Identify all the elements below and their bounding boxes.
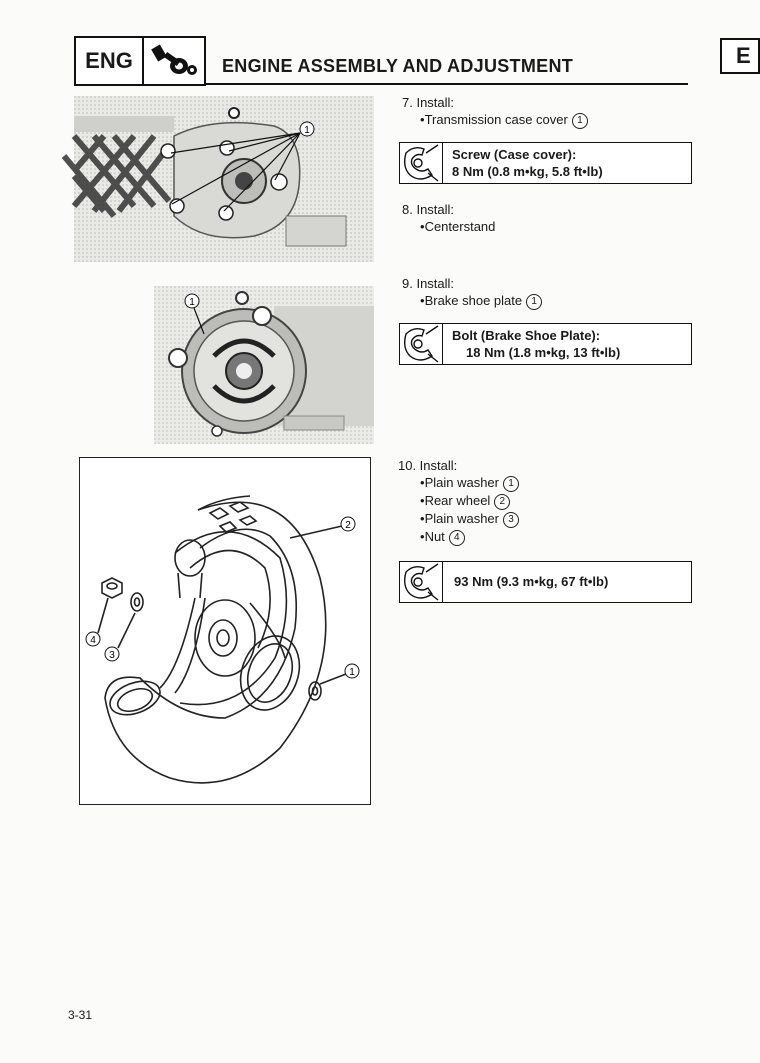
list-item-text: Transmission case cover [424, 112, 568, 127]
diagram-callout-washer-3: 3 [109, 650, 115, 661]
torque-wrench-icon [400, 562, 443, 602]
list-item-text: Nut [424, 529, 445, 544]
torque-spec-value: 18 Nm (1.8 m•kg, 13 ft•lb) [466, 345, 621, 360]
list-item: •Transmission case cover 1 [420, 111, 588, 129]
section-badge [74, 36, 206, 86]
rear-wheel-diagram [79, 457, 371, 805]
ref-number: 1 [572, 113, 588, 129]
diagram-callout-nut: 4 [90, 635, 96, 646]
torque-spec-box [399, 323, 692, 365]
ref-number: 1 [503, 476, 519, 492]
page-title: ENGINE ASSEMBLY AND ADJUSTMENT [222, 56, 574, 76]
torque-spec-title: Bolt (Brake Shoe Plate): [452, 328, 601, 343]
diagram-callout-washer-1: 1 [349, 667, 355, 678]
torque-spec-box [399, 561, 692, 603]
section-label: ENG [76, 38, 144, 84]
list-item-text: Plain washer [424, 511, 499, 526]
torque-spec-box [399, 142, 692, 184]
page-number: 3-31 [68, 1008, 93, 1022]
torque-wrench-icon [400, 143, 443, 183]
list-item: •Rear wheel 2 [420, 492, 510, 510]
list-item: •Centerstand [420, 219, 496, 234]
torque-spec-value: 93 Nm (9.3 m•kg, 67 ft•lb) [454, 574, 609, 589]
torque-spec-value: 8 Nm (0.8 m•kg, 5.8 ft•lb) [452, 164, 603, 179]
corner-tab-label: E [736, 43, 751, 68]
list-item-text: Brake shoe plate [424, 293, 523, 308]
list-item-text: Centerstand [424, 219, 496, 234]
corner-tab [720, 38, 760, 74]
step-7-label: 7. Install: [402, 95, 455, 110]
list-item: •Nut 4 [420, 528, 465, 546]
engine-parts-icon [146, 40, 204, 82]
ref-number: 3 [503, 512, 519, 528]
step-10-label: 10. Install: [398, 458, 458, 473]
torque-wrench-icon [400, 324, 443, 364]
list-item: •Plain washer 3 [420, 510, 519, 528]
photo-brake-shoe-plate [154, 286, 374, 444]
list-item-text: Plain washer [424, 475, 499, 490]
header-rule [206, 83, 688, 85]
list-item-text: Rear wheel [424, 493, 491, 508]
torque-spec-title: Screw (Case cover): [452, 147, 577, 162]
diagram-callout-rear-wheel: 2 [345, 520, 351, 531]
step-9-label: 9. Install: [402, 276, 455, 291]
photo-transmission-cover [74, 96, 374, 262]
list-item: •Plain washer 1 [420, 474, 519, 492]
ref-number: 1 [526, 294, 542, 310]
list-item: •Brake shoe plate 1 [420, 292, 542, 310]
step-8-label: 8. Install: [402, 202, 455, 217]
photo1-callout: 1 [304, 125, 310, 136]
ref-number: 4 [449, 530, 465, 546]
photo2-callout: 1 [189, 297, 195, 308]
ref-number: 2 [494, 494, 510, 510]
